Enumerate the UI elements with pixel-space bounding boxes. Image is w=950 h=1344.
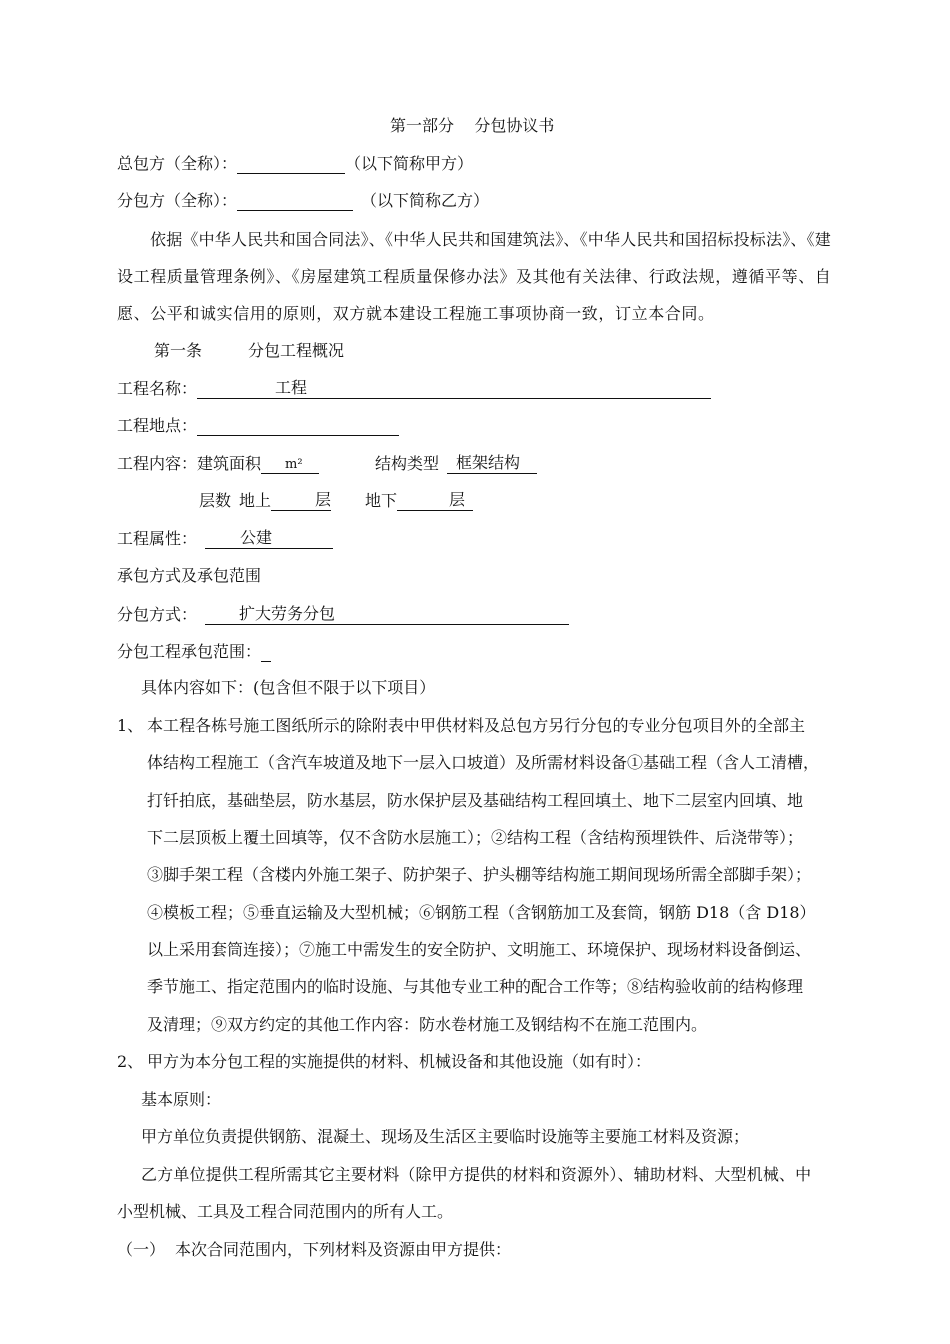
general-contractor-blank xyxy=(237,153,345,174)
subcontract-mode-label: 分包方式： xyxy=(117,605,198,624)
article-1-number: 第一条 xyxy=(154,341,203,360)
project-attribute-field xyxy=(205,528,333,549)
article-1-heading xyxy=(154,341,344,363)
project-attribute-line xyxy=(117,528,333,550)
above-label: 地上 xyxy=(239,491,272,510)
subcontract-scope-label: 分包工程承包范围： xyxy=(117,642,262,661)
area-field xyxy=(261,453,319,474)
general-contractor-line xyxy=(117,153,473,175)
item-1-line-9: 及清理；⑨双方约定的其他工作内容：防水卷材施工及钢结构不在施工范围内。 xyxy=(147,1015,708,1034)
details-intro: 具体内容如下：(包含但不限于以下项目） xyxy=(141,678,436,697)
subcontract-mode-value: 扩大劳务分包 xyxy=(239,604,336,623)
project-name-value: 工程 xyxy=(275,378,308,397)
section-1-heading xyxy=(117,1240,511,1262)
general-contractor-suffix: （以下简称甲方） xyxy=(345,154,474,173)
structure-value: 框架结构 xyxy=(456,453,521,472)
floors-line xyxy=(199,490,473,512)
item-2-text: 甲方为本分包工程的实施提供的材料、机械设备和其他设施（如有时）： xyxy=(147,1052,652,1071)
preamble-line-3: 愿、公平和诚实信用的原则，双方就本建设工程施工事项协商一致，订立本合同。 xyxy=(117,304,715,323)
item-1-line-3: 打钎拍底，基础垫层，防水基层，防水保护层及基础结构工程回填土、地下二层室内回填、地 xyxy=(147,791,804,810)
item-2-number: 2、 xyxy=(117,1052,144,1071)
structure-label: 结构类型 xyxy=(375,454,440,473)
basic-principle: 基本原则： xyxy=(141,1090,222,1109)
subcontractor-blank xyxy=(237,190,353,211)
subcontractor-line xyxy=(117,190,489,212)
project-content-label: 工程内容： xyxy=(117,454,198,473)
floors-label: 层数 xyxy=(199,491,232,510)
project-location-blank xyxy=(197,415,399,436)
above-field xyxy=(271,490,331,511)
project-content-line xyxy=(117,453,537,475)
project-location-line xyxy=(117,415,399,437)
project-name-label: 工程名称： xyxy=(117,379,198,398)
party-b-provides-line-2: 小型机械、工具及工程合同范围内的所有人工。 xyxy=(117,1202,454,1221)
project-location-label: 工程地点： xyxy=(117,416,198,435)
project-name-line xyxy=(117,378,711,400)
subcontractor-label: 分包方（全称）： xyxy=(117,191,238,210)
item-1-line-1: 本工程各栋号施工图纸所示的除附表中甲供材料及总包方另行分包的专业分包项目外的全部主 xyxy=(147,716,806,735)
subcontract-mode-line xyxy=(117,604,569,626)
preamble-line-2: 设工程质量管理条例》、《房屋建筑工程质量保修办法》及其他有关法律、行政法规，遵循平等、自 xyxy=(117,267,832,286)
subcontract-scope-blank xyxy=(261,641,271,662)
subcontractor-suffix: （以下简称乙方） xyxy=(361,191,490,210)
general-contractor-label: 总包方（全称）： xyxy=(117,154,238,173)
subcontract-scope-line xyxy=(117,641,271,663)
project-name-field xyxy=(197,378,711,399)
document-title: 第一部分 分包协议书 xyxy=(390,116,555,135)
item-1-line-6: ④模板工程；⑤垂直运输及大型机械；⑥钢筋工程（含钢筋加工及套筒，钢筋 D18（含 D18） xyxy=(147,903,816,922)
party-a-provides: 甲方单位负责提供钢筋、混凝土、现场及生活区主要临时设施等主要施工材料及资源； xyxy=(141,1127,750,1146)
item-1-line-7: 以上采用套筒连接）；⑦施工中需发生的安全防护、文明施工、环境保护、现场材料设备倒运、 xyxy=(147,940,812,959)
structure-field xyxy=(447,453,537,474)
section-1-number: （一） xyxy=(117,1240,166,1259)
below-unit: 层 xyxy=(449,490,466,509)
item-1-line-2: 体结构工程施工（含汽车坡道及地下一层入口坡道）及所需材料设备①基础工程（含人工清槽， xyxy=(147,753,820,772)
area-unit: m² xyxy=(285,457,303,472)
contract-mode-heading: 承包方式及承包范围 xyxy=(117,566,262,585)
subcontract-mode-field xyxy=(205,604,569,625)
section-1-text: 本次合同范围内，下列材料及资源由甲方提供： xyxy=(175,1240,512,1259)
below-field xyxy=(397,490,473,511)
party-b-provides-line-1: 乙方单位提供工程所需其它主要材料（除甲方提供的材料和资源外）、辅助材料、大型机械、中 xyxy=(141,1165,812,1184)
item-1-line-8: 季节施工、指定范围内的临时设施、与其他专业工种的配合工作等；⑧结构验收前的结构修理 xyxy=(147,977,804,996)
below-label: 地下 xyxy=(365,491,398,510)
item-1-line-5: ③脚手架工程（含楼内外施工架子、防护架子、护头棚等结构施工期间现场所需全部脚手架）； xyxy=(147,865,812,884)
article-1-title: 分包工程概况 xyxy=(248,341,345,360)
project-attribute-label: 工程属性： xyxy=(117,529,198,548)
above-unit: 层 xyxy=(315,490,332,509)
item-1-line-4: 下二层顶板上覆土回填等，仅不含防水层施工）；②结构工程（含结构预埋铁件、后浇带等）； xyxy=(147,828,804,847)
project-attribute-value: 公建 xyxy=(240,528,273,547)
item-1-number: 1、 xyxy=(117,716,144,735)
area-label: 建筑面积 xyxy=(197,454,262,473)
preamble-line-1: 依据《中华人民共和国合同法》、《中华人民共和国建筑法》、《中华人民共和国招标投标法》、《建 xyxy=(150,230,832,249)
